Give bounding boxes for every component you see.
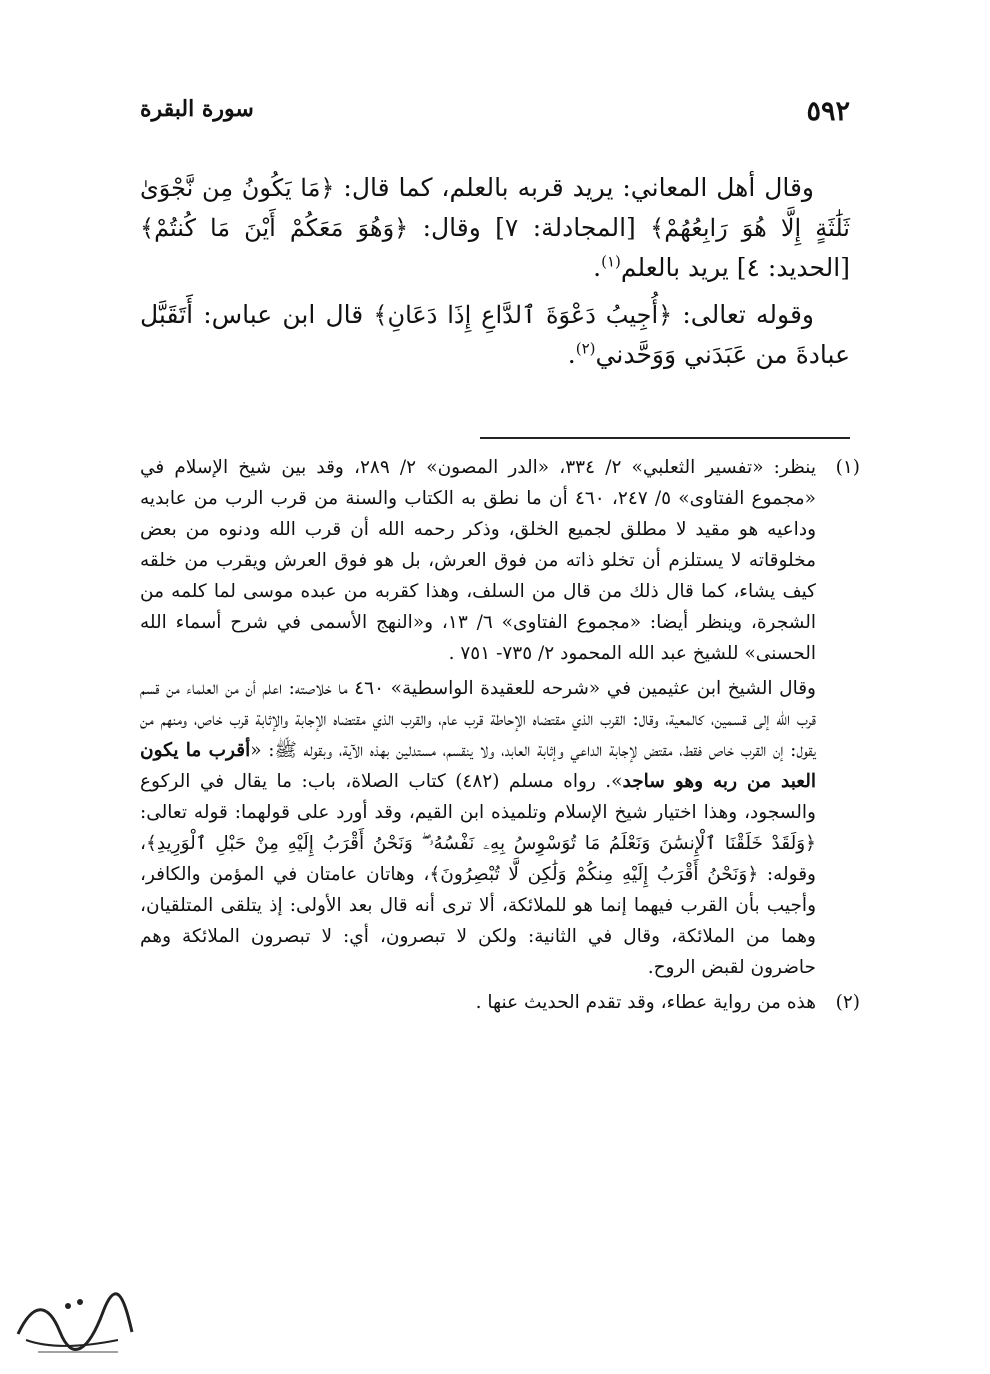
main-paragraph-1: [140, 168, 850, 287]
footnote-1: [140, 452, 860, 983]
hadith-text: أقرب ما يكون العبد من ربه وهو ساجد: [140, 740, 816, 792]
main-text-span: .: [567, 340, 576, 369]
watermark-logo: [8, 1282, 138, 1362]
main-text-span: .: [593, 253, 602, 282]
footnote-1-para-1: ينظر: «تفسير الثعلبي» ٢/ ٣٣٤، «الدر المصون» ٢/ ٢٨٩، وقد بين شيخ الإسلام في «مجموع الفتاوى» ٥/ ٢٤٧، ٤٦٠ أن ما نطق به الكتاب والسنة من قرب الرب من عابديه وداعيه هو مقيد لا مطلق لجميع الخلق، وذكر رحمه الله أن قرب الله ودنوه من بعض مخلوقاته لا يستلزم أن تخلو ذاته من فوق العرش، بل هو فوق العرش ويقرب من خلقه كيف يشاء، كما قال ذلك من قال من السلف، وهذا كقربه من عبده موسى لما كلمه من الشجرة، وينظر أيضا: «مجموع الفتاوى» ٦/ ١٣، و«النهج الأسمى في شرح أسماء الله الحسنى» للشيخ عبد الله المحمود ٢/ ٧٣٥- ٧٥١ .: [140, 457, 816, 664]
quran-verse: ﴿وَهُوَ مَعَكُمْ أَيْنَ مَا كُنتُمْ﴾: [140, 214, 409, 242]
quran-verse: ﴿وَنَحْنُ أَقْرَبُ إِلَيْهِ مِنكُمْ وَلَٰكِن لَّا تُبْصِرُونَ﴾: [429, 864, 759, 885]
main-text-span: [الحديد: ٤] يريد بالعلم: [620, 253, 850, 282]
quran-verse: ﴿وَلَقَدْ خَلَقْنَا ٱلْإِنسَٰنَ وَنَعْلَمُ مَا تُوَسْوِسُ بِهِۦ نَفْسُهُۥ ۖ وَنَحْنُ أَقْرَبُ إِلَيْهِ مِنْ حَبْلِ ٱلْوَرِيدِ﴾: [145, 833, 816, 854]
quran-verse: ﴿مَا يَكُونُ مِن نَّجْوَىٰ ثَلَٰثَةٍ إِلَّا هُوَ رَابِعُهُمْ﴾: [140, 174, 850, 242]
main-text-span: وقوله تعالى:: [672, 300, 814, 329]
quran-verse: ﴿أُجِيبُ دَعْوَةَ ٱلدَّاعِ إِذَا دَعَانِ﴾: [373, 301, 673, 329]
footnote-text-span: وقال الشيخ ابن عثيمين في «شرحه للعقيدة الواسطية» ٤٦٠ ما خلاصته: اعلم أن من العلماء من قسم قرب الله إلى قسمين، كالمعية، وقال: القرب الذي مقتضاه الإحاطة قرب عام، والقرب الذي مقتضاه الإجابة والإثابة قرب خاص، ومنهم من يقول: إن القرب خاص فقط، مقتض لإجابة الداعي وإثابة العابد، ولا ينقسم، مستدلين بهذه الآية، وبقوله ﷺ: «: [140, 678, 816, 761]
page-header: [140, 96, 850, 136]
footnote-number: (٢): [835, 992, 860, 1013]
footnote-text-span: ». رواه مسلم (٤٨٢) كتاب الصلاة، باب: ما يقال في الركوع والسجود، وهذا اختيار شيخ الإسلام وتلميذه ابن القيم، وقد أورد على قولهما: قوله تعالى:: [140, 771, 816, 823]
footnote-separator: [480, 437, 850, 439]
footnote-number: (١): [835, 457, 860, 478]
footnote-ref-2: (٢): [575, 339, 596, 358]
footnotes: [140, 452, 860, 1022]
footnote-text-span: ، وهاتان عامتان في المؤمن والكافر، وأجيب بأن القرب فيهما إنما هو للملائكة، ألا ترى أنه قال بعد الأولى: إذ يتلقى المتلقيان، وهما من الملائكة، وقال في الثانية: ولكن لا تبصرون، أي: لا تبصرون الملائكة وهم حاضرون لقبض الروح.: [140, 864, 816, 978]
main-text-span: وقال أهل المعاني: يريد قربه بالعلم، كما قال:: [334, 173, 814, 202]
main-paragraph-2: [140, 295, 850, 374]
footnote-2: [140, 987, 860, 1018]
footnote-2-text: هذه من رواية عطاء، وقد تقدم الحديث عنها .: [475, 992, 816, 1013]
main-text: [140, 168, 850, 382]
page-number: ٥٩٢: [806, 96, 850, 127]
footnote-1-para-2: [140, 673, 816, 983]
main-text-span: قال ابن عباس: أَتَقَبَّل عبادةَ من عَبَدَني وَوَحَّدني: [140, 300, 850, 369]
watermark-logo-icon: [8, 1282, 138, 1362]
main-text-span: [المجادلة: ٧] وقال:: [408, 213, 651, 242]
footnote-text-span: ، وقوله:: [140, 833, 816, 885]
surah-title: سورة البقرة: [140, 96, 254, 122]
footnote-ref-1: (١): [601, 252, 621, 271]
